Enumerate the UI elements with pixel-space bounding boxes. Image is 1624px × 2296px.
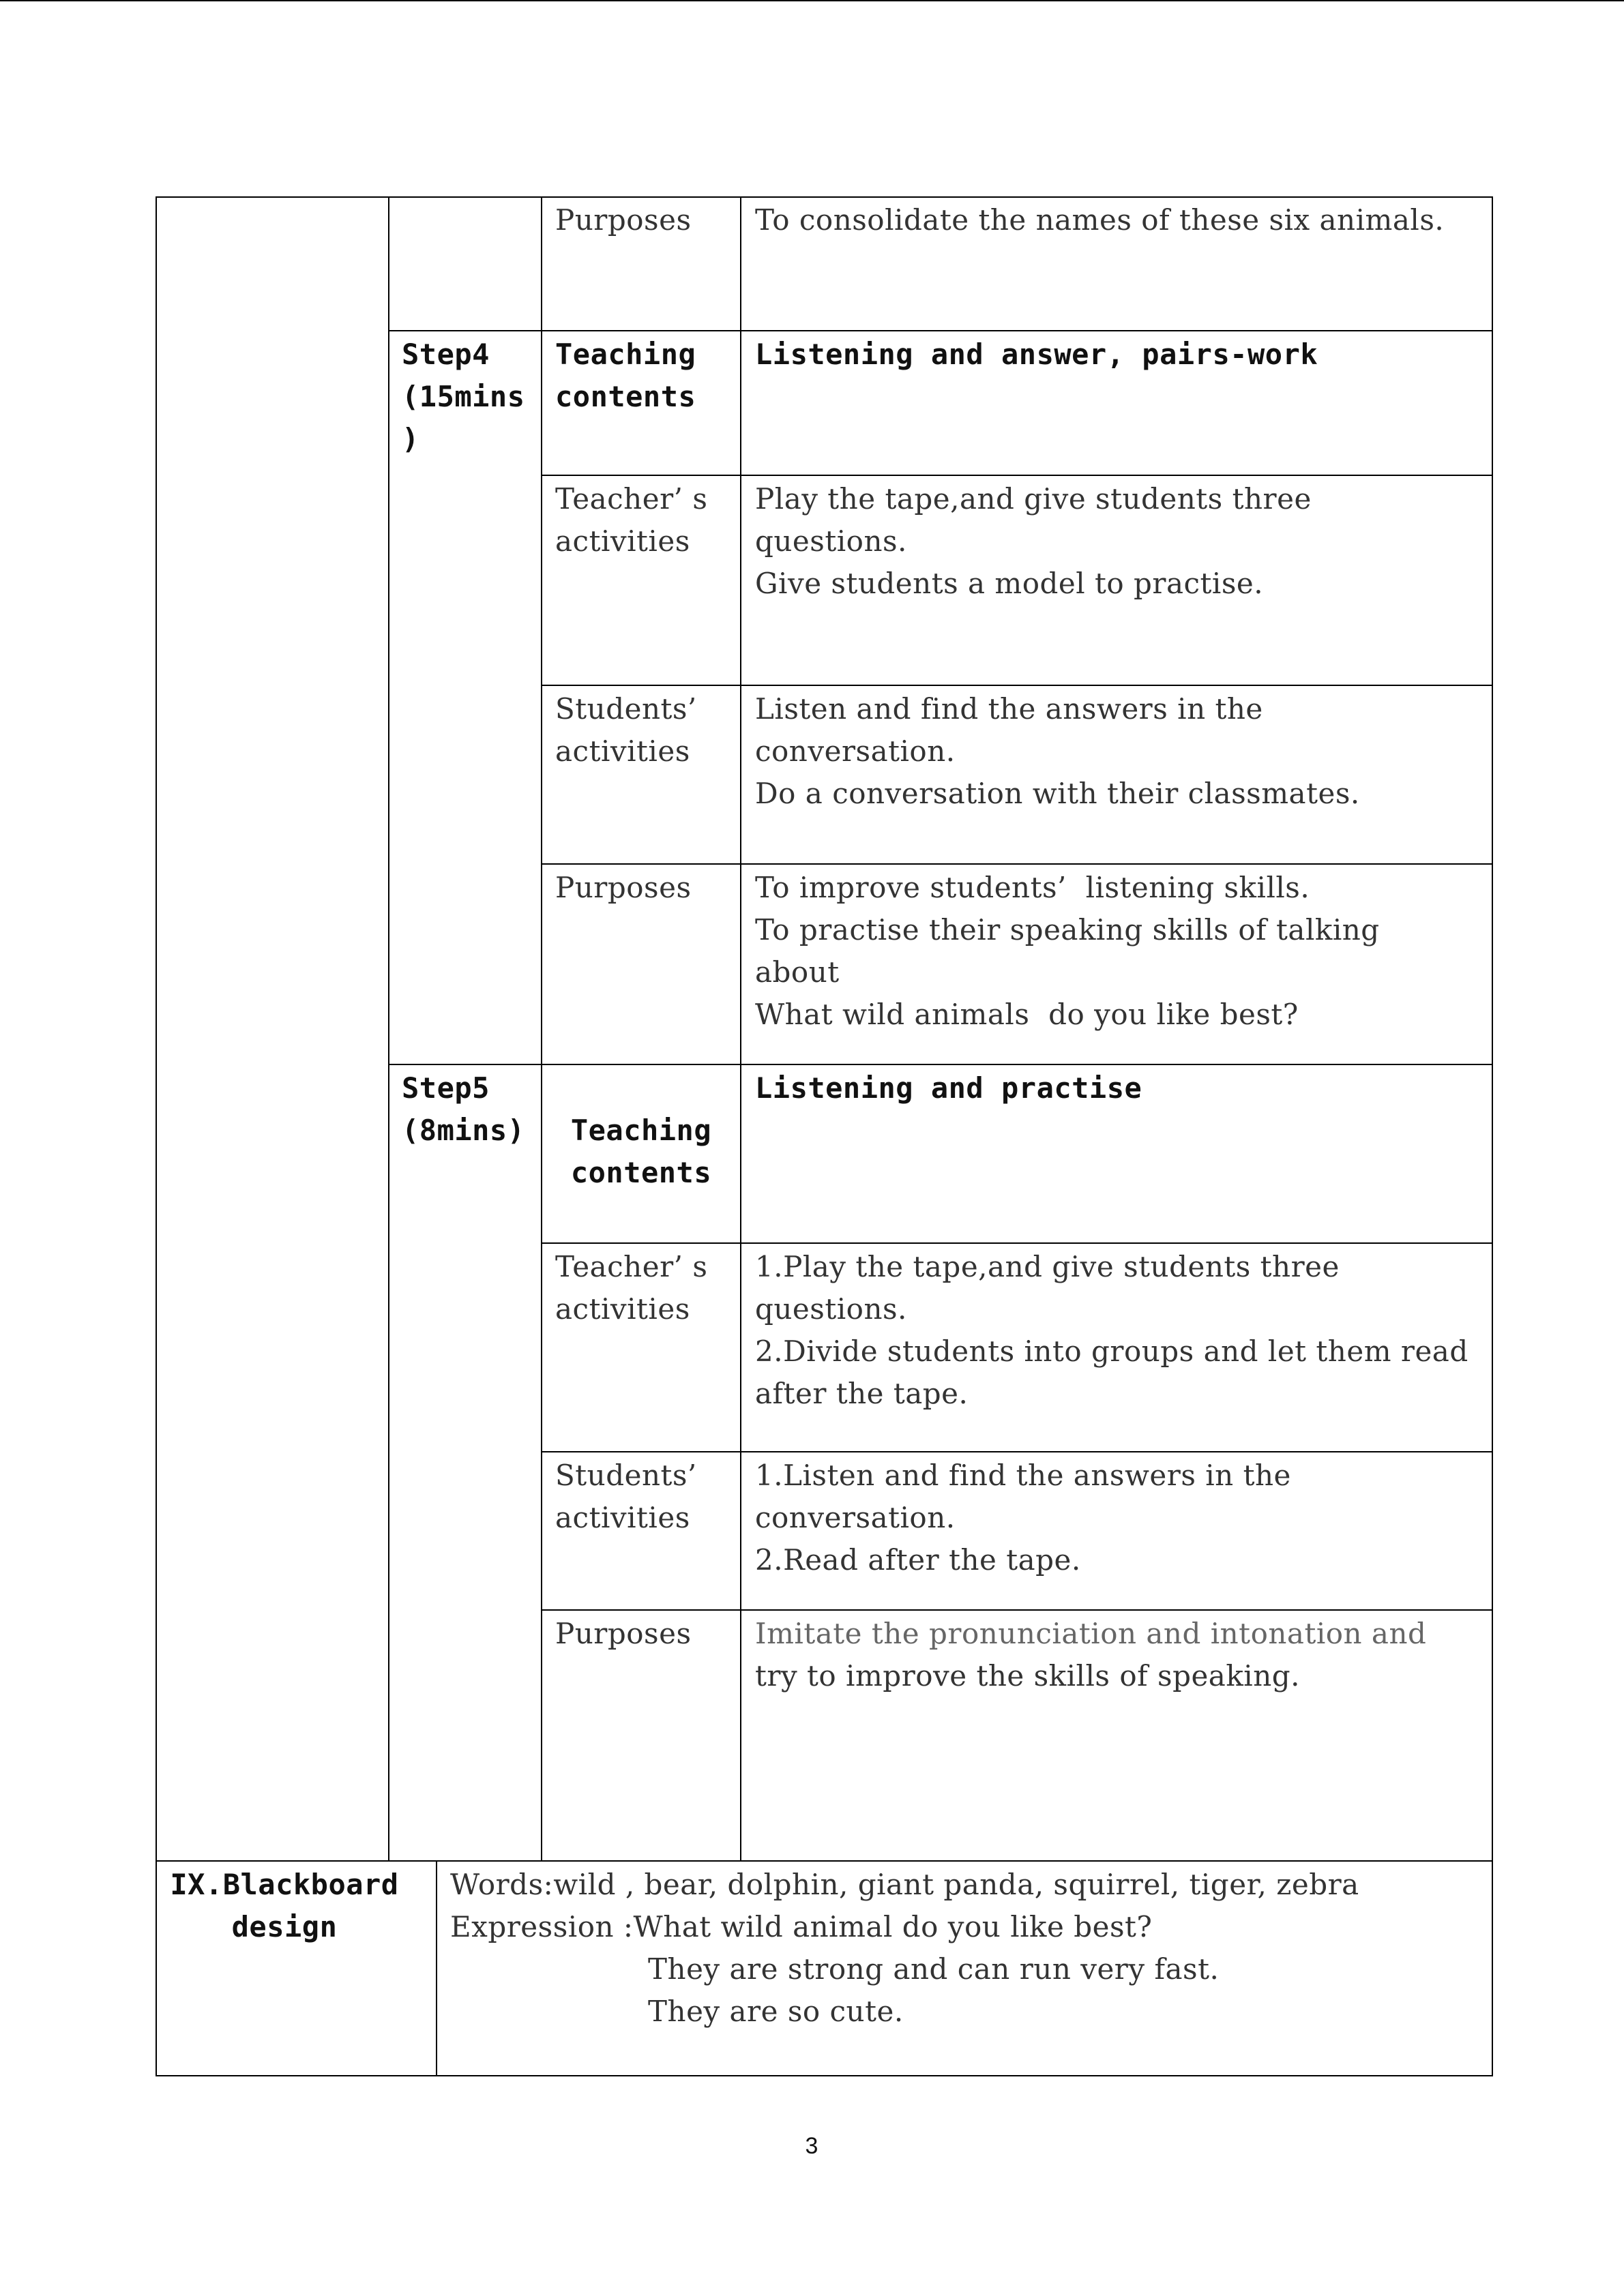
blackboard-expression-line: Expression :What wild animal do you like best? [450, 1910, 1153, 1943]
step3-purposes-text: To consolidate the names of these six animals. [755, 203, 1445, 237]
page-number: 3 [805, 2133, 818, 2159]
step5-teacher-line3: 2.Divide students into groups and let them read [755, 1335, 1468, 1368]
blackboard-words-line: Words:wild , bear, dolphin, giant panda, squirrel, tiger, zebra [450, 1868, 1359, 1901]
blackboard-sentence-1: They are strong and can run very fast. [648, 1952, 1220, 1986]
step4-purposes-line4: What wild animals do you like best? [755, 998, 1299, 1031]
blackboard-label: IX.Blackboard design [170, 1868, 399, 1943]
blackboard-sentence-2: They are so cute. [648, 1995, 904, 2028]
step5-teaching-text: Listening and practise [755, 1071, 1142, 1105]
step5-teaching-label: Teaching contents [570, 1114, 712, 1189]
step3-purposes-label: Purposes [555, 203, 692, 237]
step5-label: Step5 (8mins) [402, 1071, 525, 1147]
step4-students-line1: Listen and find the answers in the [755, 692, 1263, 726]
step5-teacher-line4: after the tape. [755, 1377, 969, 1410]
step5-teacher-line1: 1.Play the tape,and give students three [755, 1250, 1340, 1283]
step4-students-line2: conversation. [755, 734, 956, 768]
step4-purposes-line1: To improve students’ listening skills. [755, 871, 1310, 904]
step5-students-line2: conversation. [755, 1501, 956, 1534]
step5-purposes-line2: try to improve the skills of speaking. [755, 1659, 1301, 1693]
step5-purposes-line1: Imitate the pronunciation and intonation and [755, 1617, 1427, 1650]
step4-purposes-line2: To practise their speaking skills of talking [755, 913, 1380, 946]
step5-students-line1: 1.Listen and find the answers in the [755, 1459, 1291, 1492]
step5-students-line3: 2.Read after the tape. [755, 1543, 1081, 1577]
top-border-line [0, 0, 1624, 1]
step4-teacher-line3: Give students a model to practise. [755, 567, 1264, 600]
step5-teacher-label: Teacher’ s activities [555, 1250, 708, 1326]
section-column-cell [156, 196, 389, 1862]
step4-teacher-line1: Play the tape,and give students three [755, 482, 1312, 516]
step4-label: Step4 (15mins ) [402, 338, 525, 456]
step5-column-cell [388, 1064, 542, 1862]
step4-purposes-label: Purposes [555, 871, 692, 904]
step4-students-line3: Do a conversation with their classmates. [755, 777, 1360, 810]
step5-students-label: Students’ activities [555, 1459, 697, 1534]
step5-teacher-line2: questions. [755, 1292, 907, 1326]
step4-teaching-text: Listening and answer, pairs-work [755, 338, 1318, 371]
step4-teaching-label: Teaching contents [555, 338, 696, 413]
step4-teacher-label: Teacher’ s activities [555, 482, 708, 558]
step5-purposes-label: Purposes [555, 1617, 692, 1650]
step4-purposes-line3: about [755, 955, 840, 989]
step3-column-cell [388, 196, 542, 331]
step4-students-label: Students’ activities [555, 692, 697, 768]
step4-teacher-line2: questions. [755, 524, 907, 558]
